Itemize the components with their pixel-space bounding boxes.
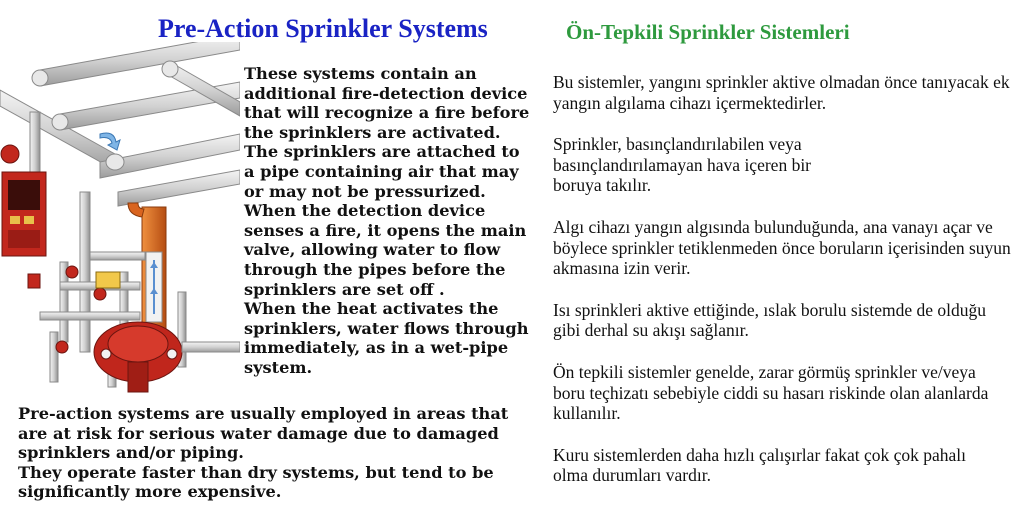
sprinkler-system-diagram-icon — [0, 42, 240, 398]
english-title: Pre-Action Sprinkler Systems — [158, 14, 488, 43]
english-paragraph-6: They operate faster than dry systems, but tend to be significantly more expensive. — [18, 462, 494, 502]
english-paragraph-3: When the detection device senses a fire, it opens the main valve, allowing water to flow through the pipes before the sprinklers are set off . — [244, 201, 527, 299]
english-text-column — [244, 64, 534, 378]
turkish-paragraph-1: Bu sistemler, yangını sprinkler aktive olmadan önce tanıyacak ek yangın algılama cihazı içermektedirler. — [553, 72, 1010, 113]
turkish-paragraph-3: Algı cihazı yangın algısında bulunduğunda, ana vanayı açar ve böylece sprinkler tetiklenmeden önce boruların içerisinden suyun akmasına izin verir. — [553, 216, 1011, 279]
turkish-title: Ön-Tepkili Sprinkler Sistemleri — [566, 20, 850, 44]
turkish-text-column — [553, 72, 1013, 507]
english-paragraph-4: When the heat activates the sprinklers, water flows through immediately, as in a wet-pipe system. — [244, 299, 529, 377]
english-paragraph-1: These systems contain an additional fire-detection device that will recognize a fire before the sprinklers are activated. — [244, 64, 530, 142]
turkish-paragraph-2: Sprinkler, basınçlandırılabilen veya basınçlandırılamayan hava içeren bir boruya takılır. — [553, 134, 812, 196]
english-text-bottom — [18, 404, 538, 502]
alarm-panel — [2, 172, 46, 256]
main-valve — [94, 322, 182, 392]
english-paragraph-2: The sprinklers are attached to a pipe containing air that may or may not be pressurized. — [244, 142, 520, 201]
turkish-paragraph-4: Isı sprinkleri aktive ettiğinde, ıslak borulu sistemde de olduğu gibi derhal su akışı sağlanır. — [553, 299, 987, 341]
turkish-paragraph-6: Kuru sistemlerden daha hızlı çalışırlar fakat çok çok pahalı olma durumları vardır. — [553, 444, 967, 486]
turkish-paragraph-5: Ön tepkili sistemler genelde, zarar görmüş sprinkler ve/veya boru teçhizatı sebebiyle ciddi su hasarı riskinde olan alanlarda kullanılır. — [553, 361, 989, 424]
english-paragraph-5: Pre-action systems are usually employed in areas that are at risk for serious water damage due to damaged sprinklers and/or piping. — [18, 404, 509, 463]
